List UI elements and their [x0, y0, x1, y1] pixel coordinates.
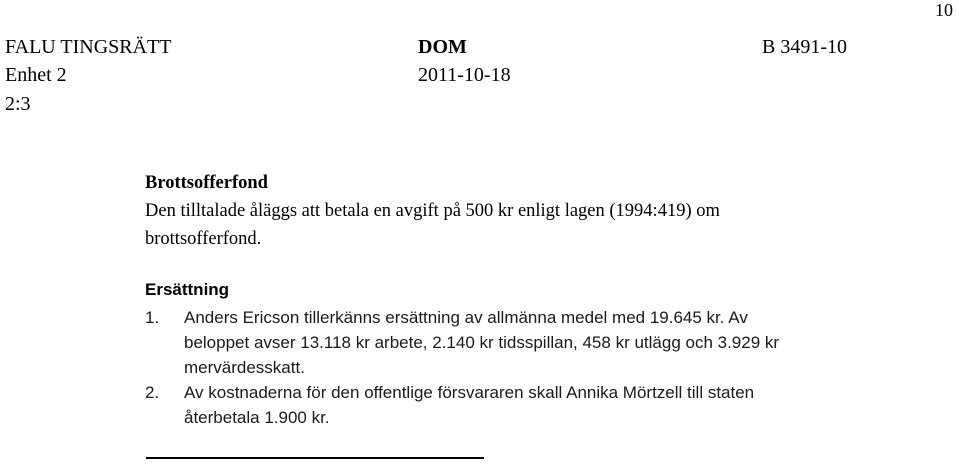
list-item-text-line: Anders Ericson tillerkänns ersättning av allmänna medel med 19.645 kr. Av [184, 308, 748, 327]
document-type: DOM [418, 36, 467, 58]
section-heading-ersattning: Ersättning [145, 280, 230, 299]
list-item-text-line: mervärdesskatt. [184, 358, 305, 377]
case-number: B 3491-10 [762, 36, 847, 58]
section-heading-brottsofferfond: Brottsofferfond [145, 173, 268, 193]
footer-divider [146, 457, 484, 459]
list-item-number: 2. [145, 383, 160, 402]
brottsofferfond-text-line: brottsofferfond. [145, 229, 262, 249]
court-unit: Enhet 2 [5, 64, 67, 86]
list-item-text-line: återbetala 1.900 kr. [184, 408, 330, 427]
document-date: 2011-10-18 [418, 64, 511, 86]
brottsofferfond-text-line: Den tilltalade åläggs att betala en avgift på 500 kr enligt lagen (1994:419) om [145, 201, 720, 221]
page-number: 10 [935, 0, 953, 20]
list-item-text-line: Av kostnaderna för den offentlige försvararen skall Annika Mörtzell till staten [184, 383, 755, 402]
list-item-text-line: beloppet avser 13.118 kr arbete, 2.140 kr tidsspillan, 458 kr utlägg och 3.929 kr [184, 333, 780, 352]
court-name: FALU TINGSRÄTT [5, 36, 172, 58]
aktbilaga: 2:3 [5, 93, 31, 115]
list-item-number: 1. [145, 308, 160, 327]
